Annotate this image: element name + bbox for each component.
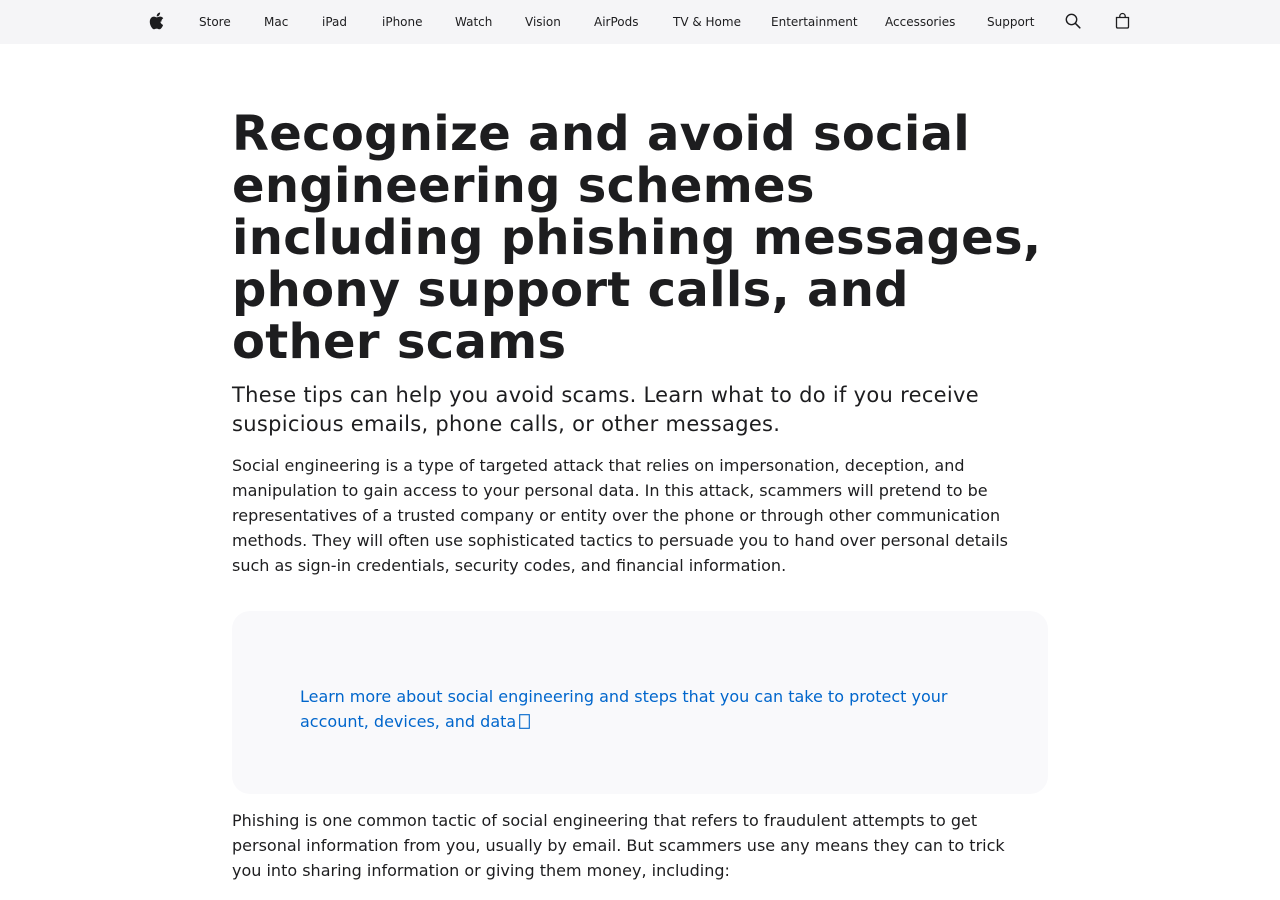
external-link-icon [519, 711, 530, 726]
page-title: Recognize and avoid social engineering schemes including phishing messages, phony support calls, and other scams [232, 106, 1042, 370]
global-nav [0, 0, 1280, 44]
search-icon[interactable] [1065, 13, 1083, 31]
nav-item-vision[interactable]: Vision [525, 15, 561, 29]
nav-item-iphone[interactable]: iPhone [382, 15, 423, 29]
nav-item-entertainment[interactable]: Entertainment [771, 15, 858, 29]
nav-item-support[interactable]: Support [987, 15, 1035, 29]
apple-logo-icon[interactable] [149, 12, 167, 30]
nav-item-airpods[interactable]: AirPods [594, 15, 639, 29]
nav-item-watch[interactable]: Watch [455, 15, 493, 29]
learn-more-link[interactable] [300, 684, 990, 734]
bag-icon[interactable] [1115, 12, 1133, 30]
article-paragraph: Phishing is one common tactic of social engineering that refers to fraudulent attempts to get personal information from you, usually by email. But scammers use any means they can to trick you into sharing information or giving them money, including: [232, 811, 1005, 880]
nav-item-tv-home[interactable]: TV & Home [673, 15, 741, 29]
nav-item-store[interactable]: Store [199, 15, 231, 29]
nav-item-mac[interactable]: Mac [264, 15, 289, 29]
learn-more-link-text: Learn more about social engineering and steps that you can take to protect your account, devices, and data [300, 687, 948, 731]
nav-item-ipad[interactable]: iPad [322, 15, 348, 29]
nav-item-accessories[interactable]: Accessories [885, 15, 956, 29]
article-paragraph: Social engineering is a type of targeted attack that relies on impersonation, deception, and manipulation to gain access to your personal data. In this attack, scammers will pretend to be representatives of a trusted company or entity over the phone or through other communication methods. They will often use sophisticated tactics to persuade you to hand over personal details such as sign-in credentials, security codes, and financial information. [232, 456, 1009, 575]
callout-box [232, 611, 1048, 794]
article-intro: These tips can help you avoid scams. Learn what to do if you receive suspicious emails, phone calls, or other messages. [232, 383, 979, 436]
